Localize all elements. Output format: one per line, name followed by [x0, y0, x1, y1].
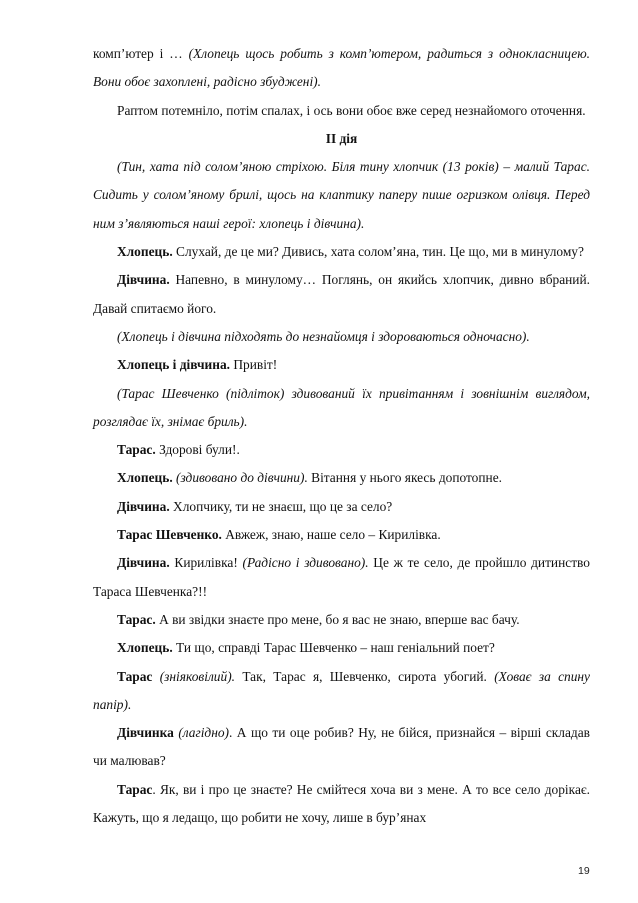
stage-direction: (Ховає за спину папір).: [93, 668, 590, 712]
paragraph-1-text: комп’ютер і …: [93, 46, 189, 61]
dialogue-line: [93, 719, 590, 776]
stage-direction: (Хлопець і дівчина підходять до незнайомця і здороваються одночасно).: [117, 328, 530, 344]
stage-direction: (здивовано до дівчини).: [172, 470, 308, 486]
speaker-name: Хлопець і дівчина.: [117, 357, 230, 373]
dialogue-text: Вітання у нього якесь допотопне.: [307, 470, 502, 486]
dialogue-line: [93, 351, 590, 379]
dialogue-line: [93, 776, 590, 833]
paragraph-2: Раптом потемніло, потім спалах, і ось вони обоє вже серед незнайомого оточення.: [117, 102, 586, 118]
stage-direction: (лагідно): [173, 725, 229, 741]
speaker-name: Дівчинка: [117, 725, 174, 741]
dialogue-text: Авжеж, знаю, наше село – Кирилівка.: [221, 527, 441, 543]
speaker-name: Тарас.: [117, 442, 156, 458]
dialogue-line: [93, 464, 590, 492]
speaker-name: Дівчина.: [117, 498, 170, 514]
dialogue-text: Напевно, в минулому… Поглянь, он якийсь хлопчик, дивно вбраний. Давай спитаємо його.: [93, 272, 590, 316]
dialogue-text: . Як, ви і про це знаєте? Не смійтеся хоча ви з мене. А то все село дорікає. Кажуть, що я ледащо, що робити не хочу, лише в бур’янах: [93, 781, 590, 826]
dialogue-text: Ти що, справді Тарас Шевченко – наш геніальний поет?: [172, 640, 495, 656]
dialogue-text: . А що ти оце робив? Ну, не бійся, признайся – вірші складав чи малював?: [93, 725, 590, 769]
dialogue-text: Привіт!: [230, 357, 278, 373]
speaker-name: Хлопець.: [117, 470, 173, 486]
dialogue-line: [93, 521, 590, 549]
speaker-name: Тарас.: [117, 611, 156, 627]
document-body: [93, 40, 590, 832]
speaker-name: Тарас: [117, 668, 153, 684]
page-number: 19: [578, 865, 590, 877]
dialogue-line: [93, 634, 590, 662]
stage-direction: (Радісно і здивовано).: [242, 555, 369, 571]
dialogue-text: Слухай, де це ми? Дивись, хата солом’яна, тин. Це що, ми в минулому?: [172, 244, 584, 260]
dialogue-line: [93, 493, 590, 521]
dialogue-line: [93, 549, 590, 606]
speaker-name: Дівчина.: [117, 555, 170, 571]
speaker-name: Тарас Шевченко.: [117, 527, 222, 543]
speaker-name: Хлопець.: [117, 640, 173, 656]
dialogue-line: [93, 663, 590, 720]
dialogue-line: [93, 436, 590, 464]
stage-direction: (Тин, хата під солом’яною стріхою. Біля тину хлопчик (13 років) – малий Тарас. Сидить у солом’яному брилі, щось на клаптику паперу пише огризком олівця. Перед ним з’являються наші герої: хлопець і дівчина).: [93, 159, 590, 231]
dialogue-text: Так, Тарас я, Шевченко, сирота убогий.: [235, 668, 495, 684]
stage-direction: (зніяковілий).: [152, 668, 235, 684]
paragraph-1: [93, 40, 590, 97]
dialogue-text: Кирилівка!: [169, 555, 243, 571]
dialogue-text: Здорові були!.: [155, 442, 240, 458]
speaker-name: Дівчина.: [117, 272, 170, 288]
speaker-name: Тарас: [117, 781, 153, 797]
dialogue-line: [93, 238, 590, 266]
stage-direction: (Хлопець щось робить з комп’ютером, радиться з однокласницею. Вони обоє захоплені, радісно збуджені).: [93, 46, 590, 90]
dialogue-line: [93, 606, 590, 634]
act-heading: ІІ дія: [325, 130, 358, 146]
dialogue-line: [93, 266, 590, 323]
dialogue-text: А ви звідки знаєте про мене, бо я вас не знаю, вперше вас бачу.: [155, 611, 520, 627]
dialogue-text: Це ж те село, де пройшло дитинство Тараса Шевченка?!!: [93, 555, 590, 599]
speaker-name: Хлопець.: [117, 244, 173, 260]
stage-direction: (Тарас Шевченко (підліток) здивований їх привітанням і зовнішнім виглядом, розглядає їх, знімає бриль).: [93, 385, 590, 429]
dialogue-text: Хлопчику, ти не знаєш, що це за село?: [169, 498, 393, 514]
